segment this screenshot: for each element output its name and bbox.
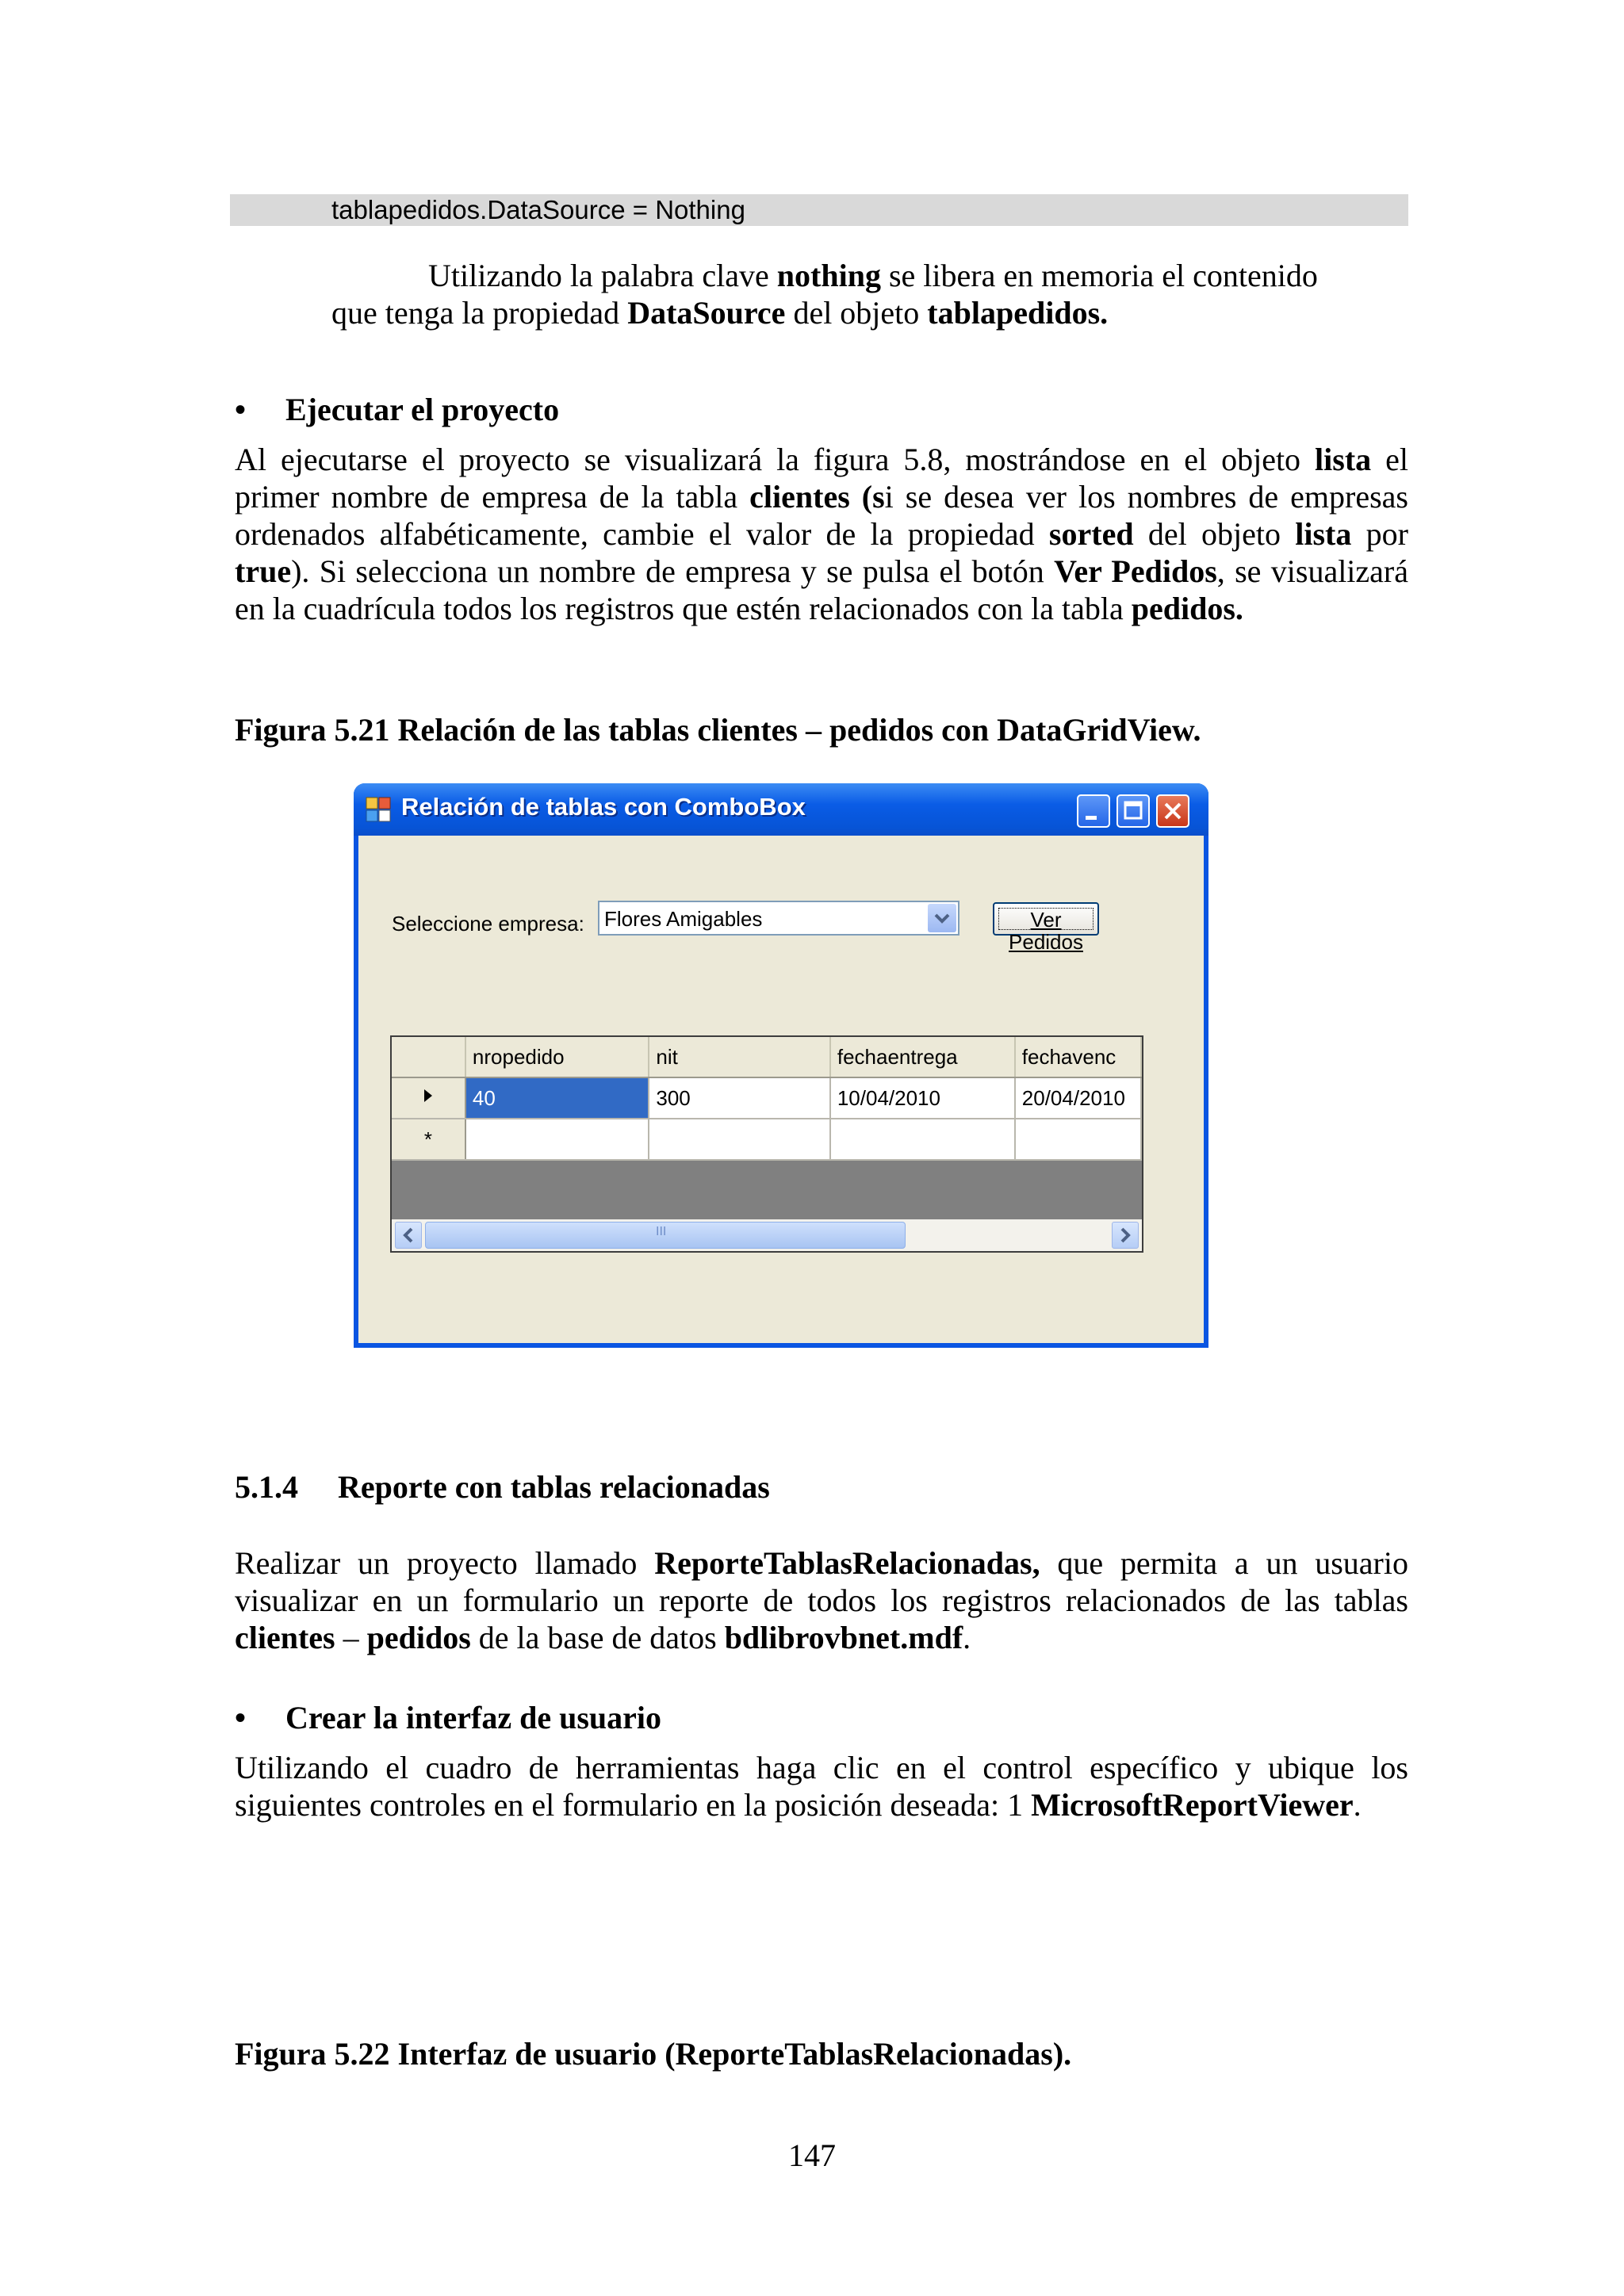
text: el primer nombre de empresa de la tabla [235, 442, 1408, 515]
window-title: Relación de tablas con ComboBox [401, 793, 806, 821]
text: . [963, 1620, 971, 1655]
text: del objeto [785, 295, 928, 331]
text: Utilizando la palabra clave [428, 258, 777, 293]
figure-caption: Figura 5.21 Relación de las tablas clientes – pedidos con DataGridView. [235, 712, 1201, 748]
row-header[interactable] [392, 1077, 465, 1119]
text: se libera en memoria el contenido [880, 258, 1318, 293]
text: Realizar un proyecto llamado [235, 1545, 655, 1581]
column-header[interactable]: fechaentrega [830, 1037, 1015, 1077]
bold-text: nothing [776, 258, 881, 293]
bold-text: sorted [1048, 516, 1134, 552]
section-number: 5.1.4 [235, 1469, 298, 1505]
column-header[interactable]: nit [649, 1037, 829, 1077]
combo-dropdown-button[interactable] [928, 904, 956, 932]
bold-text: lista [1295, 516, 1352, 552]
thumb-grip: III [656, 1225, 667, 1238]
grid-cell[interactable] [465, 1119, 649, 1160]
ver-pedidos-button[interactable] [993, 902, 1099, 954]
figure-caption: Figura 5.22 Interfaz de usuario (ReporteTablasRelacionadas). [235, 2036, 1072, 2072]
code-text: tablapedidos.DataSource = Nothing [331, 195, 745, 224]
close-icon [1158, 796, 1188, 826]
paragraph-ejecutar [235, 441, 1408, 627]
bullet-heading-ejecutar [235, 391, 559, 428]
chevron-down-icon [928, 904, 956, 932]
bold-text: bdlibrovbnet.mdf [724, 1620, 963, 1655]
empresa-combobox[interactable] [598, 901, 959, 936]
bullet-icon: • [235, 1700, 247, 1735]
text: Utilizando el cuadro de herramientas haga clic en el control específico y ubique los siguientes controles en el formulario en la posición deseada: 1 [235, 1750, 1408, 1823]
text: de la base de datos [470, 1620, 725, 1655]
grid-corner [392, 1037, 465, 1077]
window-client-area [358, 836, 1204, 1343]
bold-text: MicrosoftReportViewer [1031, 1787, 1354, 1823]
grid-header-row [392, 1037, 1141, 1077]
combo-value: Flores Amigables [604, 907, 763, 931]
app-icon [365, 796, 392, 823]
bold-text: tablapedidos. [927, 295, 1109, 331]
paragraph-interfaz [235, 1749, 1408, 1823]
paragraph-nothing [331, 257, 1408, 331]
bold-text: pedidos [366, 1620, 471, 1655]
bold-text: pedidos. [1131, 591, 1243, 626]
section-title: Reporte con tablas relacionadas [338, 1469, 770, 1505]
bullet-heading-interfaz [235, 1699, 661, 1736]
ver-pedidos-label: Ver Pedidos [998, 908, 1094, 930]
text: del objeto [1133, 516, 1296, 552]
text: por [1351, 516, 1408, 552]
text: i se desea ver los nombres de empresas ordenados alfabéticamente, cambie el valor de la propiedad [235, 479, 1408, 552]
text: que permita a un usuario visualizar en un formulario un reporte de todos los registros relacionados de las tablas [235, 1545, 1408, 1618]
text: . [1353, 1787, 1362, 1823]
text: – [335, 1620, 367, 1655]
bullet-icon: • [235, 392, 247, 427]
grid-cell[interactable]: 10/04/2010 [830, 1077, 1015, 1119]
text: , se visualizará en la cuadrícula todos los registros que estén relacionados con la tabla [235, 553, 1409, 626]
grid-cell[interactable] [649, 1119, 829, 1160]
grid-cell[interactable]: 40 [465, 1077, 649, 1119]
paragraph-reporte [235, 1544, 1408, 1656]
column-header[interactable]: nropedido [465, 1037, 649, 1077]
section-heading [235, 1468, 770, 1506]
current-row-arrow-icon [420, 1086, 436, 1105]
bullet-text: Ejecutar el proyecto [285, 392, 560, 427]
text: Al ejecutarse el proyecto se visualizará la figura 5.8, mostrándose en el objeto [235, 442, 1316, 477]
chevron-right-icon [1113, 1223, 1138, 1248]
minimize-button[interactable] [1077, 794, 1110, 828]
grid-cell[interactable] [1015, 1119, 1141, 1160]
pedidos-datagridview[interactable] [390, 1035, 1143, 1253]
table-row[interactable] [392, 1077, 1141, 1119]
grid-cell[interactable]: 20/04/2010 [1015, 1077, 1141, 1119]
chevron-left-icon [396, 1223, 421, 1248]
column-header[interactable]: fechavenc [1015, 1037, 1141, 1077]
bold-text: Ver Pedidos [1054, 553, 1217, 589]
text: que tenga la propiedad [331, 295, 628, 331]
bold-text: clientes (s [749, 479, 885, 515]
grid-cell[interactable]: 300 [649, 1077, 829, 1119]
empresa-label: Seleccione empresa: [392, 912, 584, 936]
text: ). Si selecciona un nombre de empresa y se pulsa el botón [291, 553, 1055, 589]
bold-text: clientes [235, 1620, 335, 1655]
form-window [354, 783, 1208, 1348]
scroll-thumb[interactable] [425, 1222, 906, 1249]
minimize-icon [1078, 796, 1109, 826]
bullet-text: Crear la interfaz de usuario [285, 1700, 662, 1735]
maximize-button[interactable] [1116, 794, 1150, 828]
grid-table [392, 1037, 1142, 1161]
grid-cell[interactable] [830, 1119, 1015, 1160]
bold-text: lista [1315, 442, 1372, 477]
scroll-right-button[interactable] [1112, 1222, 1139, 1249]
maximize-icon [1118, 796, 1148, 826]
page-number: 147 [788, 2137, 836, 2173]
bold-text: ReporteTablasRelacionadas, [654, 1545, 1040, 1581]
new-row[interactable] [392, 1119, 1141, 1160]
new-row-marker: * [392, 1119, 465, 1160]
window-title-bar [354, 783, 1208, 836]
bold-text: DataSource [627, 295, 786, 331]
scroll-left-button[interactable] [395, 1222, 422, 1249]
bold-text: true [235, 553, 292, 589]
close-button[interactable] [1156, 794, 1189, 828]
horizontal-scrollbar[interactable] [392, 1219, 1142, 1251]
code-line [230, 194, 1408, 226]
